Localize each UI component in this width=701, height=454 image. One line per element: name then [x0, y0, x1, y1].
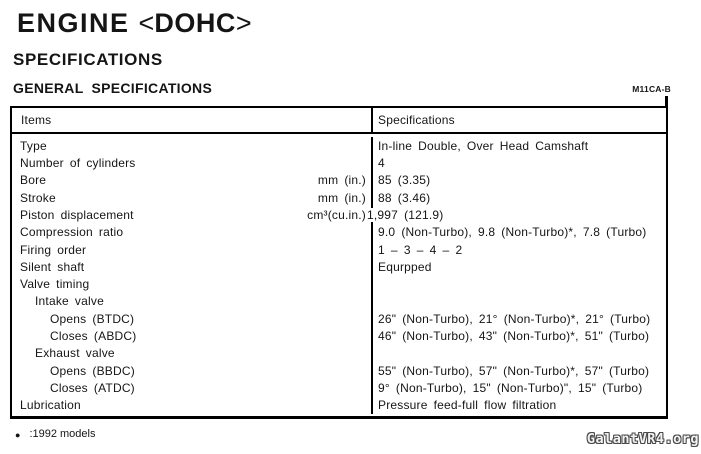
spec-cell: [373, 139, 666, 153]
section-heading: SPECIFICATIONS: [13, 50, 163, 69]
specifications-table: [10, 106, 668, 419]
item-label: Closes (ABDC): [50, 329, 137, 344]
item-cell: [12, 362, 373, 379]
table-row: [12, 397, 666, 414]
spec-cell: [373, 329, 666, 343]
spec-cell: [373, 191, 666, 205]
spec-cell: [367, 207, 666, 222]
spec-value: 46" (Non-Turbo), 43" (Non-Turbo)*, 51" (Turbo): [378, 329, 650, 344]
item-unit: mm (in.): [317, 190, 366, 205]
table-row: [12, 345, 666, 362]
footnote-text: :1992 models: [29, 428, 96, 440]
item-label: Silent shaft: [20, 259, 85, 274]
subsection-heading: GENERAL SPECIFICATIONS: [13, 80, 213, 96]
spec-cell: [373, 364, 666, 378]
item-label: Closes (ATDC): [50, 381, 135, 396]
table-header-row: [12, 108, 666, 134]
item-cell: [12, 189, 373, 206]
item-label: Compression ratio: [20, 225, 124, 240]
item-cell: [12, 241, 373, 258]
spec-value: In-line Double, Over Head Camshaft: [378, 138, 589, 153]
bullet-icon: ●: [15, 429, 21, 440]
spec-value: 55" (Non-Turbo), 57" (Non-Turbo)*, 57" (Turbo): [378, 363, 650, 378]
item-unit: cm³(cu.in.): [307, 207, 366, 222]
column-header-specifications: Specifications: [378, 113, 455, 127]
table-row: [12, 258, 666, 275]
table-row: [12, 362, 666, 379]
spec-cell: [373, 398, 666, 412]
item-cell: [12, 172, 373, 189]
spec-cell: [373, 173, 666, 187]
angle-open: <: [138, 8, 155, 38]
spec-cell: [373, 312, 666, 326]
spec-cell: [373, 156, 666, 170]
item-cell: [12, 345, 373, 362]
item-cell: [12, 206, 373, 223]
page-title: [17, 8, 252, 39]
item-cell: [12, 258, 373, 275]
page-title-variant: DOHC: [154, 8, 236, 38]
spec-value: Pressure feed-full flow filtration: [378, 398, 557, 413]
table-row: [12, 379, 666, 396]
item-label: Exhaust valve: [35, 346, 115, 361]
item-cell: [12, 276, 373, 293]
item-label: Stroke: [20, 190, 56, 205]
item-cell: [12, 397, 373, 414]
item-label: Opens (BBDC): [50, 363, 135, 378]
table-row: [12, 137, 666, 154]
spec-value: 26" (Non-Turbo), 21° (Non-Turbo)*, 21° (Turbo): [378, 311, 651, 326]
column-header-items: Items: [12, 108, 373, 132]
page-title-main: ENGINE: [17, 8, 130, 38]
table-row: [12, 206, 666, 223]
item-label: Firing order: [20, 242, 87, 257]
spec-value: 1 – 3 – 4 – 2: [378, 242, 463, 257]
table-row: [12, 224, 666, 241]
spec-cell: [373, 225, 666, 239]
item-label: Number of cylinders: [20, 155, 136, 170]
table-body: [12, 134, 666, 416]
table-row: [12, 310, 666, 327]
spec-cell: [373, 243, 666, 257]
item-cell: [12, 154, 373, 171]
item-label: Opens (BTDC): [50, 311, 135, 326]
table-row: [12, 172, 666, 189]
item-cell: [12, 327, 373, 344]
item-label: Type: [20, 138, 47, 153]
angle-close: >: [235, 8, 252, 38]
table-row: [12, 276, 666, 293]
spec-value: Equrpped: [378, 259, 432, 274]
item-cell: [12, 310, 373, 327]
spec-value: 1,997 (121.9): [367, 207, 444, 222]
spec-value: 88 (3.46): [378, 190, 431, 205]
item-cell: [12, 379, 373, 396]
table-row: [12, 189, 666, 206]
footnote: [15, 428, 95, 440]
table-row: [12, 241, 666, 258]
item-unit: mm (in.): [317, 173, 366, 188]
table-row: [12, 154, 666, 171]
item-cell: [12, 293, 373, 310]
table-row: [12, 293, 666, 310]
item-label: Bore: [20, 173, 47, 188]
item-cell: [12, 224, 373, 241]
item-cell: [12, 137, 373, 154]
doc-code: M11CA-B: [632, 84, 671, 94]
spec-cell: [373, 381, 666, 395]
table-row: [12, 327, 666, 344]
spec-value: 4: [378, 155, 385, 170]
item-label: Valve timing: [20, 277, 90, 292]
spec-value: 9.0 (Non-Turbo), 9.8 (Non-Turbo)*, 7.8 (Turbo): [378, 225, 647, 240]
spec-value: 85 (3.35): [378, 173, 431, 188]
item-label: Lubrication: [20, 398, 81, 413]
watermark: GalantVR4.org: [586, 431, 699, 447]
item-label: Intake valve: [35, 294, 104, 309]
spec-value: 9° (Non-Turbo), 15" (Non-Turbo)", 15" (Turbo): [378, 381, 643, 396]
spec-cell: [373, 260, 666, 274]
item-label: Piston displacement: [20, 207, 134, 222]
